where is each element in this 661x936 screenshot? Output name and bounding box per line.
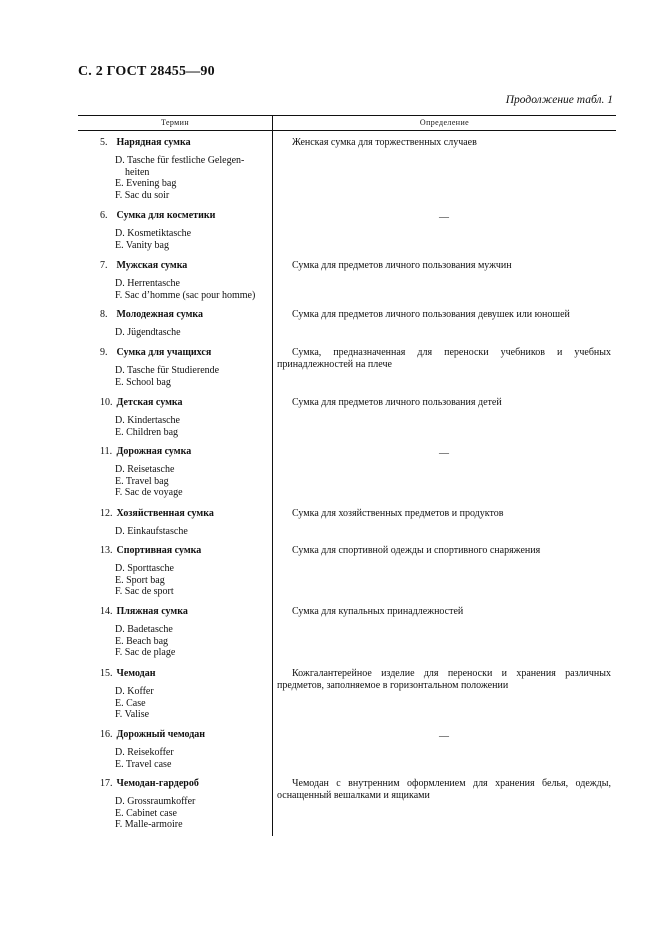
foreign-equivalent: E. Sport bag xyxy=(115,574,165,586)
term-name: Чемодан xyxy=(116,668,156,679)
term-heading xyxy=(100,446,191,457)
term-name: Мужская сумка xyxy=(116,260,188,271)
foreign-equivalents xyxy=(115,278,267,301)
term-name: Молодежная сумка xyxy=(116,309,204,320)
term-number: 15. xyxy=(100,668,113,679)
column-header-definition: Определение xyxy=(419,118,470,127)
foreign-equivalents xyxy=(115,796,267,831)
term-name: Чемодан-гардероб xyxy=(116,778,199,789)
foreign-equivalent: F. Sac de sport xyxy=(115,586,174,597)
foreign-equivalents xyxy=(115,365,267,388)
term-definition: Сумка для предметов личного пользования детей xyxy=(292,397,502,408)
definition-dash: — xyxy=(439,731,449,742)
term-definition: Сумка для хозяйственных предметов и продуктов xyxy=(292,508,504,519)
term-number: 7. xyxy=(100,260,108,271)
term-number: 17. xyxy=(100,778,113,789)
foreign-equivalents xyxy=(115,624,267,659)
foreign-equivalents xyxy=(115,415,267,438)
term-heading xyxy=(100,508,214,519)
foreign-equivalent: F. Sac du soir xyxy=(115,189,170,201)
foreign-equivalents xyxy=(115,563,267,598)
foreign-equivalent: E. Beach bag xyxy=(115,635,169,647)
term-number: 16. xyxy=(100,729,113,740)
term-number: 14. xyxy=(100,606,113,617)
term-name: Дорожный чемодан xyxy=(116,729,206,740)
term-number: 12. xyxy=(100,508,113,519)
term-name: Спортивная сумка xyxy=(116,545,202,556)
foreign-equivalents xyxy=(115,155,267,201)
foreign-equivalent: D. Herrentasche xyxy=(115,278,180,289)
foreign-equivalent: D. Tasche für festliche Gelegen- xyxy=(115,155,245,166)
foreign-equivalent: F. Malle-armoire xyxy=(115,819,183,830)
foreign-equivalent: D. Kindertasche xyxy=(115,415,180,426)
foreign-equivalent: E. Evening bag xyxy=(115,178,177,189)
foreign-equivalent: D. Sporttasche xyxy=(115,563,174,574)
foreign-equivalent: D. Reisetasche xyxy=(115,464,175,475)
foreign-equivalent: heiten xyxy=(125,166,150,178)
foreign-equivalent: D. Badetasche xyxy=(115,624,173,635)
foreign-equivalents xyxy=(115,526,267,538)
foreign-equivalent: D. Tasche für Studierende xyxy=(115,365,220,376)
foreign-equivalents xyxy=(115,686,267,721)
foreign-equivalent: D. Einkaufstasche xyxy=(115,526,188,537)
table-continuation-label: Продолжение табл. 1 xyxy=(505,94,613,106)
foreign-equivalent: E. Travel bag xyxy=(115,475,169,487)
term-number: 9. xyxy=(100,347,108,358)
term-definition: Сумка для предметов личного пользования мужчин xyxy=(292,260,512,271)
term-heading xyxy=(100,729,205,740)
term-name: Сумка для косметики xyxy=(116,210,216,221)
foreign-equivalents xyxy=(115,228,267,251)
foreign-equivalent: F. Sac de plage xyxy=(115,647,176,658)
term-heading xyxy=(100,778,199,789)
term-number: 11. xyxy=(100,446,113,457)
foreign-equivalent: D. Koffer xyxy=(115,686,154,697)
term-heading xyxy=(100,545,201,556)
term-definition: Чемодан с внутренним оформлением для хранения белья, одежды, оснащенный вешалками и ящиками xyxy=(277,778,611,801)
term-definition: Сумка для купальных принадлежностей xyxy=(292,606,464,617)
foreign-equivalent: E. School bag xyxy=(115,376,171,388)
foreign-equivalent: F. Valise xyxy=(115,709,150,720)
term-heading xyxy=(100,210,215,221)
term-heading xyxy=(100,668,156,679)
term-heading xyxy=(100,137,191,148)
table-top-rule xyxy=(78,115,616,116)
term-name: Сумка для учащихся xyxy=(116,347,212,358)
term-definition: Сумка, предназначенная для переноски учебников и учебных принадлежностей на плече xyxy=(277,347,611,370)
term-heading xyxy=(100,309,203,320)
table-header-rule xyxy=(78,130,616,131)
term-name: Нарядная сумка xyxy=(116,137,191,148)
page-title: С. 2 ГОСТ 28455—90 xyxy=(78,64,215,79)
term-number: 8. xyxy=(100,309,108,320)
column-divider xyxy=(272,115,273,836)
term-number: 13. xyxy=(100,545,113,556)
definition-dash: — xyxy=(439,212,449,223)
term-heading xyxy=(100,606,188,617)
term-definition: Сумка для предметов личного пользования девушек или юношей xyxy=(292,309,570,320)
foreign-equivalent: E. Travel case xyxy=(115,758,172,770)
term-definition: Женская сумка для торжественных случаев xyxy=(292,137,477,148)
term-number: 6. xyxy=(100,210,108,221)
term-heading xyxy=(100,260,187,271)
foreign-equivalent: E. Cabinet case xyxy=(115,807,177,819)
foreign-equivalent: D. Jügendtasche xyxy=(115,327,181,338)
foreign-equivalent: F. Sac de voyage xyxy=(115,487,183,498)
term-heading xyxy=(100,397,183,408)
foreign-equivalent: D. Kosmetiktasche xyxy=(115,228,192,239)
foreign-equivalent: D. Reisekoffer xyxy=(115,747,174,758)
term-number: 5. xyxy=(100,137,108,148)
term-number: 10. xyxy=(100,397,113,408)
foreign-equivalent: E. Children bag xyxy=(115,426,179,438)
term-definition: Сумка для спортивной одежды и спортивного снаряжения xyxy=(292,545,541,556)
term-definition: Кожгалантерейное изделие для переноски и хранения различных предметов, заполняемое в горизонтальном положении xyxy=(277,668,611,691)
term-name: Хозяйственная сумка xyxy=(116,508,214,519)
term-name: Дорожная сумка xyxy=(116,446,192,457)
foreign-equivalent: E. Vanity bag xyxy=(115,239,169,251)
foreign-equivalent: E. Case xyxy=(115,697,146,709)
foreign-equivalents xyxy=(115,327,267,339)
column-header-term: Термин xyxy=(160,118,190,127)
definition-dash: — xyxy=(439,448,449,459)
foreign-equivalents xyxy=(115,464,267,499)
term-heading xyxy=(100,347,211,358)
foreign-equivalents xyxy=(115,747,267,770)
term-name: Детская сумка xyxy=(116,397,183,408)
term-name: Пляжная сумка xyxy=(116,606,188,617)
foreign-equivalent: D. Grossraumkoffer xyxy=(115,796,196,807)
foreign-equivalent: F. Sac d’homme (sac pour homme) xyxy=(115,289,256,301)
